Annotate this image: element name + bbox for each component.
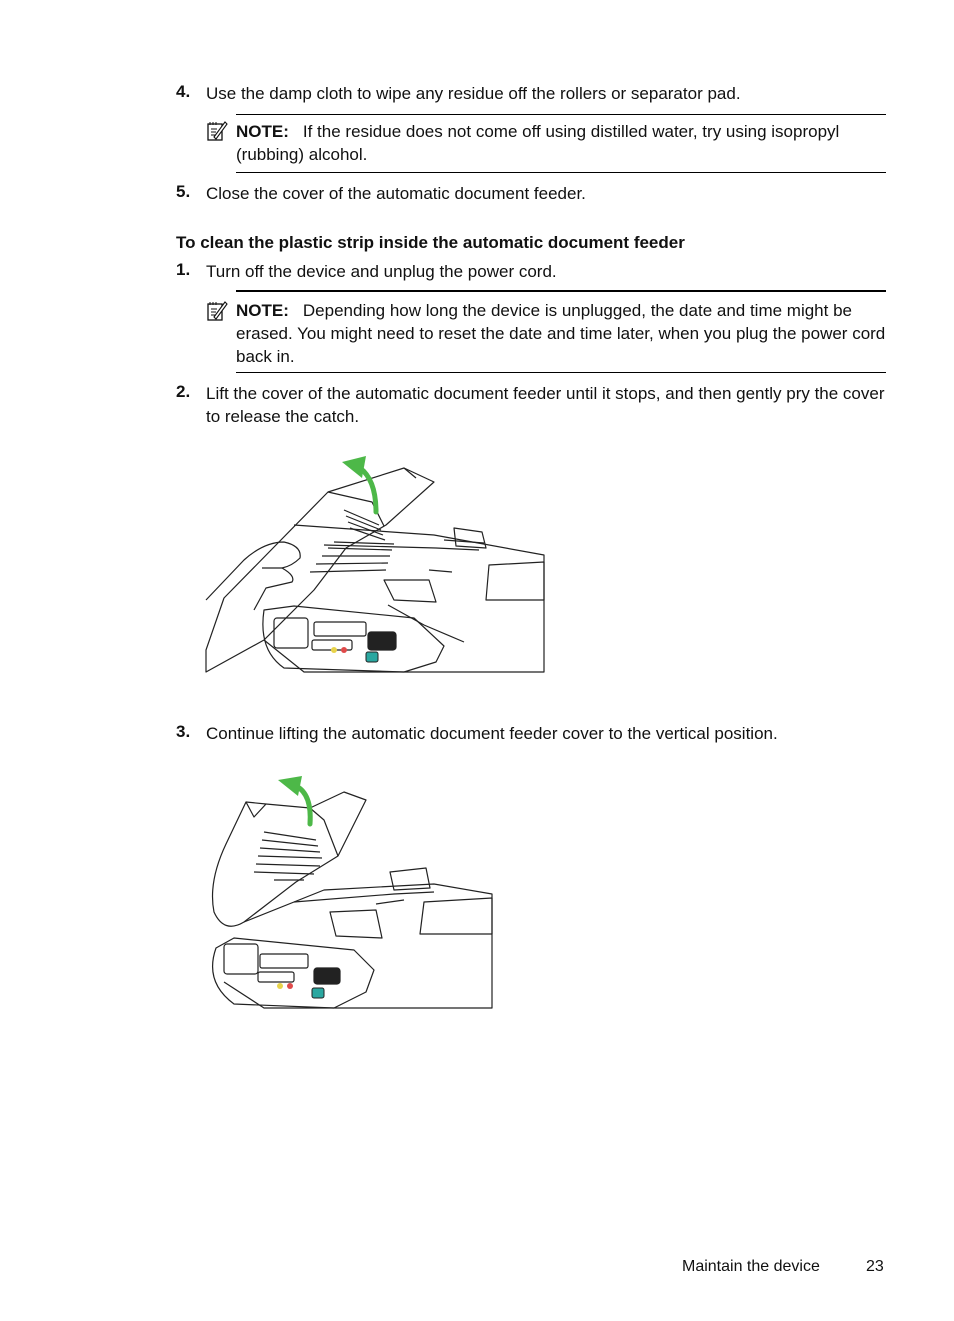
start-button-icon [366, 652, 378, 662]
note-body [236, 120, 886, 166]
step-number: 5. [176, 182, 191, 201]
step-number: 3. [176, 722, 191, 741]
note-box [206, 114, 886, 174]
step-number: 4. [176, 82, 191, 101]
footer-section-title: Maintain the device [682, 1258, 820, 1275]
note-icon [206, 300, 228, 322]
note-rule-bottom [236, 372, 886, 373]
page-number: 23 [866, 1258, 884, 1275]
note-rule-top [236, 114, 886, 115]
note-box [206, 290, 886, 374]
note-label: NOTE: [236, 122, 289, 141]
step-number: 2. [176, 382, 191, 401]
note-rule-bottom [236, 172, 886, 173]
step-text: Use the damp cloth to wipe any residue off the rollers or separator pad. [206, 84, 741, 103]
step-text: Close the cover of the automatic document feeder. [206, 184, 586, 203]
note-rule-top [236, 290, 886, 292]
start-button-icon [312, 988, 324, 998]
step-text: Continue lifting the automatic document feeder cover to the vertical position. [206, 724, 778, 743]
note-label: NOTE: [236, 301, 289, 320]
note-text: If the residue does not come off using distilled water, try using isopropyl (rubbing) alcohol. [236, 122, 840, 164]
note-icon [206, 120, 228, 142]
adf-cover-lifting-illustration [204, 450, 549, 678]
adf-cover-vertical-illustration [204, 772, 496, 1012]
note-text: Depending how long the device is unplugged, the date and time might be erased. You might need to reset the date and time later, when you plug the power cord back in. [236, 301, 886, 366]
note-body [236, 299, 886, 368]
step-text: Lift the cover of the automatic document feeder until it stops, and then gently pry the cover to release the catch. [206, 384, 885, 426]
section-heading: To clean the plastic strip inside the automatic document feeder [176, 233, 685, 252]
step-text: Turn off the device and unplug the power cord. [206, 262, 557, 281]
step-number: 1. [176, 260, 191, 279]
